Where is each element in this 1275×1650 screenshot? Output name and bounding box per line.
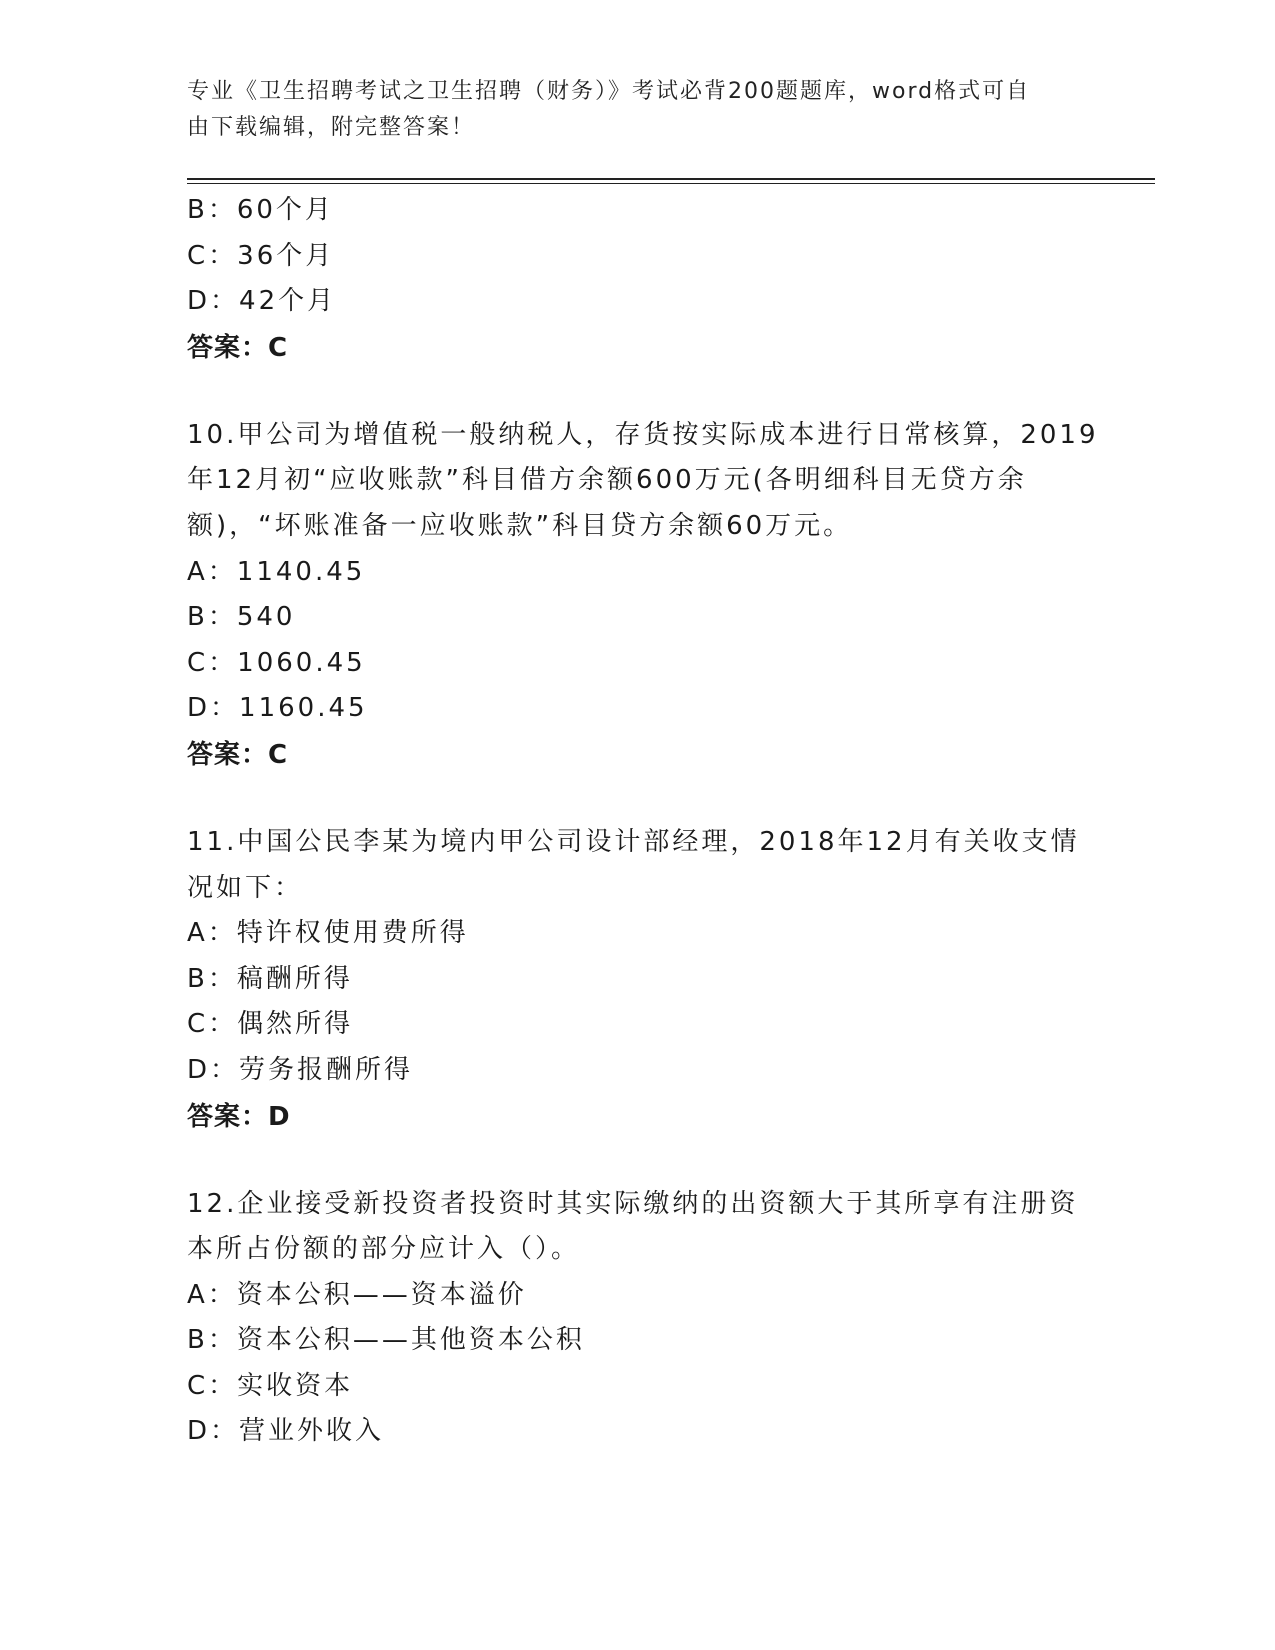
option-d: D：营业外收入: [187, 1416, 385, 1447]
answer-line: 答案：D: [187, 1101, 291, 1132]
question-11: [187, 820, 1087, 1140]
header-line-1: 专业《卫生招聘考试之卫生招聘（财务）》考试必背200题题库，word格式可自: [187, 79, 1031, 104]
option-a: A：1140.45: [187, 556, 366, 587]
question-text-line: 10.甲公司为增值税一般纳税人，存货按实际成本进行日常核算，2019: [187, 419, 1099, 450]
question-text-line: 况如下：: [187, 872, 304, 903]
option-b: B：稿酬所得: [187, 963, 353, 994]
option-a: A：特许权使用费所得: [187, 918, 469, 949]
option-d: D：1160.45: [187, 693, 368, 724]
question-text-line: 11.中国公民李某为境内甲公司设计部经理，2018年12月有关收支情: [187, 826, 1080, 857]
answer-line: 答案：C: [187, 332, 289, 363]
option-b: B：资本公积——其他资本公积: [187, 1325, 585, 1356]
question-text-line: 额)，“坏账准备一应收账款”科目贷方余额60万元。: [187, 510, 853, 541]
option-d: D：42个月: [187, 286, 337, 317]
previous-question: [187, 188, 1087, 371]
header-divider-thick: [187, 178, 1155, 180]
question-text-line: 本所占份额的部分应计入（）。: [187, 1234, 581, 1265]
question-12: [187, 1182, 1087, 1456]
header-divider-thin: [187, 183, 1155, 184]
option-b: B：540: [187, 602, 296, 633]
header-line-2: 由下载编辑，附完整答案！: [187, 115, 476, 140]
answer-line: 答案：C: [187, 739, 289, 770]
option-c: C：1060.45: [187, 647, 366, 678]
option-d: D：劳务报酬所得: [187, 1054, 414, 1085]
option-b: B：60个月: [187, 195, 334, 225]
question-list: [187, 188, 1099, 1455]
document-header: [187, 74, 1087, 146]
option-c: C：偶然所得: [187, 1009, 354, 1040]
option-c: C：实收资本: [187, 1370, 354, 1401]
option-a: A：资本公积——资本溢价: [187, 1279, 527, 1310]
question-text-line: 12.企业接受新投资者投资时其实际缴纳的出资额大于其所享有注册资: [187, 1188, 1079, 1219]
question-text-line: 年12月初“应收账款”科目借方余额600万元(各明细科目无贷方余: [187, 465, 1027, 496]
question-10: [187, 413, 1099, 778]
option-c: C：36个月: [187, 240, 335, 271]
